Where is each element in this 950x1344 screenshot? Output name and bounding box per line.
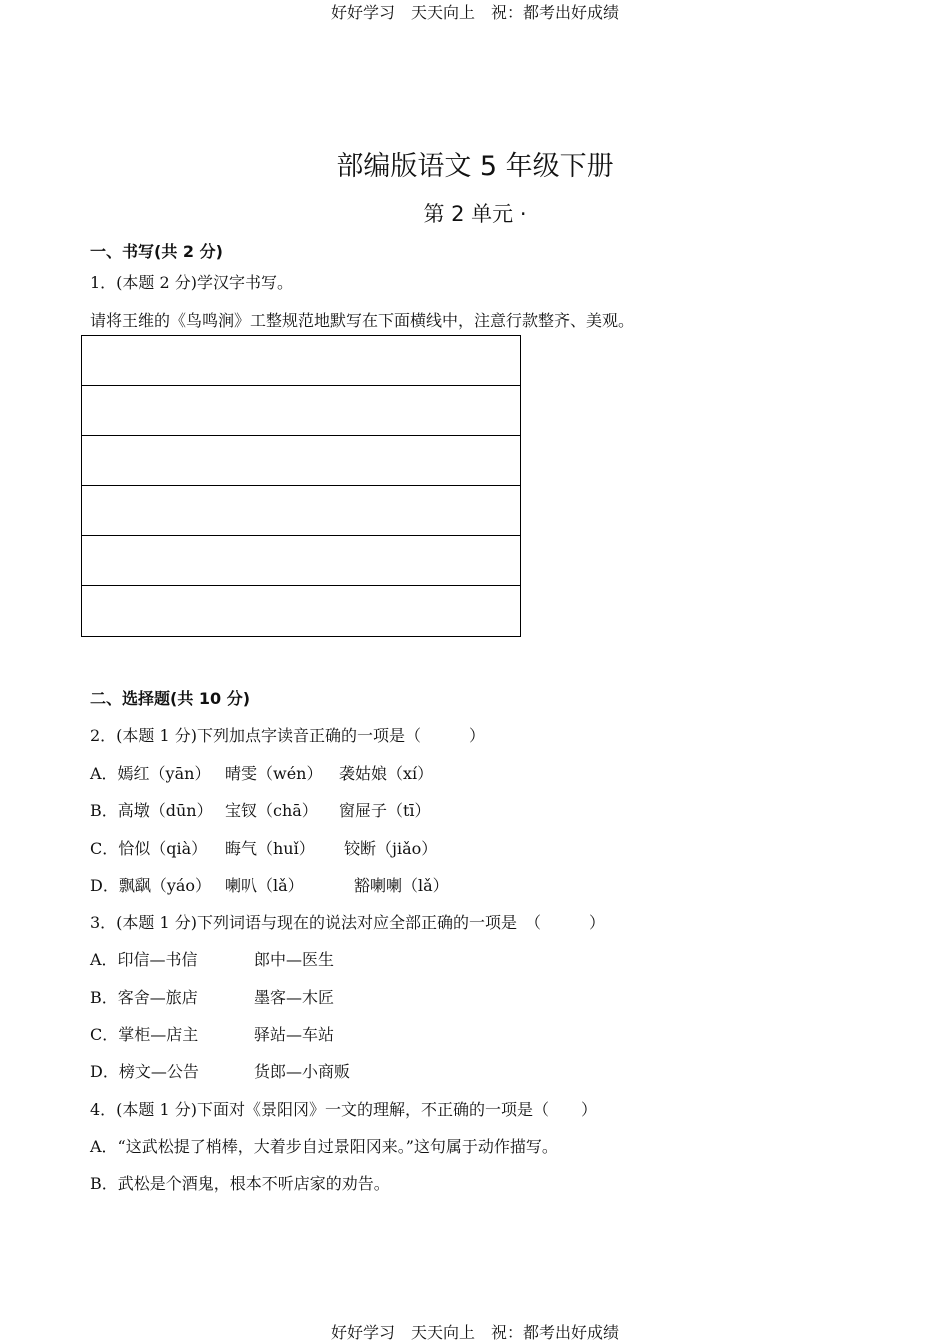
page-footer: 好好学习 天天向上 祝：都考出好成绩 [330,1323,619,1342]
writing-line[interactable] [82,336,520,386]
question-4-option-a[interactable]: A．“这武松提了梢棒，大着步自过景阳冈来。”这句属于动作描写。 [90,1137,558,1156]
section-heading-choice: 二、选择题(共 10 分) [90,689,251,708]
option-part: B．高墩（dūn） [90,801,213,820]
option-part: A．印信—书信 [90,950,198,969]
question-1-stem: 1．(本题 2 分)学汉字书写。 [90,273,294,292]
question-4-stem: 4．(本题 1 分)下面对《景阳冈》一文的理解，不正确的一项是（ ） [90,1100,598,1119]
writing-box[interactable] [81,335,521,637]
option-part: C．恰似（qià） [90,839,208,858]
option-part: 墨客—木匠 [254,988,335,1007]
option-part: 晦气（huǐ） [225,839,315,858]
option-part: D．榜文—公告 [90,1062,199,1081]
option-part: A．嫣红（yān） [90,764,211,783]
writing-line[interactable] [82,536,520,586]
writing-line[interactable] [82,586,520,636]
option-part: D．飘飖（yáo） [90,876,212,895]
question-3-stem: 3．(本题 1 分)下列词语与现在的说法对应全部正确的一项是 （ ） [90,913,606,932]
option-part: 袭姑娘（xí） [339,764,434,783]
option-part: 宝钗（chā） [225,801,318,820]
page-header: 好好学习 天天向上 祝：都考出好成绩 [330,3,619,22]
option-part: 窗屉子（tī） [339,801,431,820]
document-title: 部编版语文 5 年级下册 [336,151,614,182]
option-part: 驿站—车站 [254,1025,335,1044]
question-4-option-b[interactable]: B．武松是个酒鬼，根本不听店家的劝告。 [90,1174,390,1193]
option-part: 郎中—医生 [254,950,335,969]
option-part: 货郎—小商贩 [254,1062,351,1081]
writing-line[interactable] [82,386,520,436]
option-part: 晴雯（wén） [225,764,323,783]
question-1-instruction: 请将王维的《鸟鸣涧》工整规范地默写在下面横线中，注意行款整齐、美观。 [90,311,635,330]
question-2-stem: 2．(本题 1 分)下列加点字读音正确的一项是（ ） [90,726,486,745]
option-part: B．客舍—旅店 [90,988,198,1007]
option-part: 豁喇喇（lǎ） [354,876,449,895]
section-heading-writing: 一、书写(共 2 分) [90,242,223,261]
option-part: 铰断（jiǎo） [344,839,438,858]
option-part: C．掌柜—店主 [90,1025,199,1044]
writing-line[interactable] [82,486,520,536]
option-part: 喇叭（lǎ） [225,876,304,895]
writing-line[interactable] [82,436,520,486]
unit-subtitle: 第 2 单元 · [423,202,527,226]
